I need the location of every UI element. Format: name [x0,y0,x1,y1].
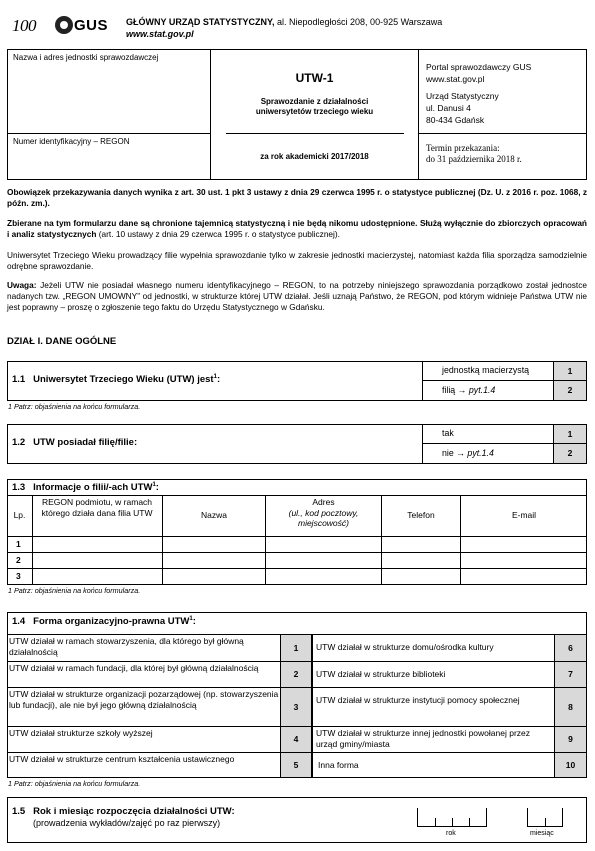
q13-footnote-ref: 1 [152,482,156,488]
q14-option-code[interactable]: 2 [280,662,312,687]
q14-option-label: Inna forma [318,760,359,770]
month-input[interactable] [527,808,563,827]
portal-name: Portal sprawozdawczy GUS [426,62,532,72]
divider [452,818,453,827]
col-adres [266,497,381,529]
q12-label: UTW posiadał filię/filie: [33,437,138,448]
office-line: 80-434 Gdańsk [426,115,485,125]
logo-circle-icon [55,16,73,34]
q14-footnote: 1 Patrz: objaśnienia na końcu formularza. [8,779,141,788]
office-line: ul. Danusi 4 [426,103,471,113]
q14-footnote-ref: 1 [189,616,193,622]
col-adres-hint: miejscowość) [297,518,349,528]
q14-option-label: UTW działał w strukturze innej jednostki powołanej przez urząd gminy/miasta [316,728,531,749]
q11-colon: : [216,374,221,386]
q14-option-label: UTW działał w strukturze domu/ośrodka kultury [316,642,494,652]
gus-logo [12,12,110,38]
divider [469,818,470,827]
col-telefon: Telefon [407,510,435,520]
divider [312,634,313,778]
q14-option-code[interactable]: 1 [280,635,312,661]
q15-sublabel: (prowadzenia wykładów/zajęć po raz pierwszy) [33,818,221,828]
q11-label: Uniwersytet Trzeciego Wieku (UTW) jest [33,374,214,386]
note-text: Jeżeli UTW nie posiadał własnego numeru identyfikacyjnego – REGON, to na potrzeby niniejszego sprawozdania porządkowo został jednostce nadanych tzw. „REGON UMOWNY” od jednostki, w strukturze której UTW działał. Jeśli uznają Państwo, że REGON, pod którym widnieje Państwa UTW nie jest poprawny – proszę o zgłoszenie tego faktu do Urzędu Statystycznego w Gdańsku. [7,280,587,312]
q12-question [12,437,137,448]
q14-option-label: UTW działał strukturze szkoły wyższej [9,728,153,738]
deadline-date: do 31 października 2018 r. [426,154,522,164]
divider [7,133,211,134]
divider [435,818,436,827]
branches-paragraph: Uniwersytet Trzeciego Wieku prowadzący filie wypełnia sprawozdanie tylko w zakresie jednostki macierzystej, natomiast każda filia sporządza samodzielnie odrębne sprawozdanie. [7,250,587,271]
q14-option-label: UTW działał w strukturze organizacji pozarządowej (np. stowarzyszenia lub fundacji), ale nie był jego główną działalnością [9,689,279,710]
logo-100-text: 100 [12,16,36,35]
q12-option-2-text: nie [442,448,457,458]
col-nazwa: Nazwa [201,510,227,520]
portal-info [426,61,531,85]
q11-goto: pyt.1.4 [466,385,496,395]
q14-number: 1.4 [12,616,26,628]
org-url[interactable]: www.stat.gov.pl [126,29,194,39]
q11-question [12,374,220,386]
q11-option-1-label: jednostką macierzystą [442,365,530,375]
q15-number: 1.5 [12,806,26,817]
office-line: Urząd Statystyczny [426,91,499,101]
col-adres-title: Adres [312,497,335,507]
table-row[interactable] [33,537,586,552]
q14-colon: : [192,616,196,628]
logo-gus-text: GUS [74,17,109,34]
col-adres-hint: (ul., kod pocztowy, [288,507,359,518]
org-name [126,17,442,28]
arrow-right-icon: → [456,448,465,458]
name-address-field[interactable] [9,64,209,130]
q11-number: 1.1 [12,374,26,386]
q13-colon: : [155,482,159,494]
form-title-line: Sprawozdanie z działalności [260,97,369,106]
q14-option-code[interactable]: 9 [554,727,586,752]
name-address-label: Nazwa i adres jednostki sprawozdawczej [13,53,159,62]
q15-label: Rok i miesiąc rozpoczęcia działalności UTW: [33,806,235,817]
q14-option-code[interactable]: 6 [554,635,586,661]
deadline-label: Termin przekazania: [426,143,500,153]
year-label: rok [446,830,456,837]
confidentiality-rest: (art. 10 ustawy z dnia 29 czerwca 1995 r. o statystyce publicznej). [96,228,340,239]
confidentiality-paragraph [7,218,587,240]
q14-option-code[interactable]: 4 [280,727,312,752]
form-title [211,97,418,116]
q12-option-1-code[interactable]: 1 [553,425,586,443]
portal-url[interactable]: www.stat.gov.pl [426,74,485,84]
divider [422,361,423,401]
col-lp: Lp. [13,510,26,520]
divider [545,818,546,827]
regon-label: Numer identyfikacyjny – REGON [13,137,130,146]
note-paragraph [7,280,587,312]
q11-footnote: 1 Patrz: objaśnienia na końcu formularza. [8,402,141,411]
note-label: Uwaga: [7,280,37,290]
divider [7,495,587,496]
legal-basis-paragraph: Obowiązek przekazywania danych wynika z art. 30 ust. 1 pkt 3 ustawy z dnia 29 czerwca 1995 r. o statystyce publicznej (Dz. U. z 2016 r. poz. 1068, z późn. zm.). [7,187,587,208]
month-label: miesiąc [530,830,554,837]
office-address [426,90,499,126]
row-number: 2 [16,555,21,565]
q14-option-code[interactable]: 7 [554,662,586,687]
q14-label: Forma organizacyjno-prawna UTW [33,616,190,628]
q13-number: 1.3 [12,482,26,494]
q11-option-2-label [442,385,495,396]
q14-option-label: UTW działał w ramach stowarzyszenia, dla którego był główną działalnością [9,636,244,657]
col-regon: REGON podmiotu, w ramach którego działa dana filia UTW [41,497,153,518]
q14-option-code[interactable]: 8 [554,688,586,726]
q11-option-2-text: filią [442,385,458,395]
col-email: E-mail [511,510,537,520]
q12-number: 1.2 [12,437,26,448]
q14-option-label: UTW działał w strukturze instytucji pomocy społecznej [316,695,520,705]
confidentiality-bold: Zbierane na tym formularzu dane są chronione tajemnicą statystyczną i nie będą nikomu udostępnione. Służą wyłącznie do zbiorczych opracowań i analiz statystycznych [7,218,587,239]
academic-year: za rok akademicki 2017/2018 [260,152,369,161]
row-number: 1 [16,539,21,549]
divider [226,133,404,134]
q13-label: Informacje o filii/-ach UTW [33,482,153,494]
q14-option-code[interactable]: 3 [280,688,312,726]
row-number: 3 [16,571,21,581]
form-code: UTW-1 [295,71,334,85]
q12-option-1-label: tak [442,428,454,438]
q12-option-2-code[interactable]: 2 [553,444,586,463]
divider [422,424,423,464]
q15-question [12,806,235,817]
q14-option-code[interactable]: 10 [554,753,586,777]
org-address: al. Niepodległości 208, 00-925 Warszawa [274,17,443,27]
q14-option-code[interactable]: 5 [280,753,312,777]
divider [418,133,587,134]
arrow-right-icon: → [457,385,467,395]
q11-option-2-code[interactable]: 2 [553,381,586,400]
deadline [426,143,522,165]
q14-option-label: UTW działał w strukturze centrum kształcenia ustawicznego [9,754,235,764]
table-row[interactable] [33,553,586,568]
table-row[interactable] [33,569,586,584]
org-name-bold: GŁÓWNY URZĄD STATYSTYCZNY, [126,17,275,27]
q13-question [12,482,159,494]
q11-footnote-ref: 1 [213,374,217,380]
q14-question [12,616,196,628]
q14-option-label: UTW działał w strukturze biblioteki [316,669,446,679]
regon-field[interactable] [9,148,209,178]
form-title-line: uniwersytetów trzeciego wieku [255,106,374,116]
q12-option-2-label [442,448,494,459]
q11-option-1-code[interactable]: 1 [553,362,586,380]
year-input[interactable] [417,808,487,827]
section-title: DZIAŁ I. DANE OGÓLNE [7,336,117,347]
q14-option-label: UTW działał w ramach fundacji, dla której był główną działalnością [9,663,259,673]
q12-goto: pyt.1.4 [464,448,494,458]
q13-footnote: 1 Patrz: objaśnienia na końcu formularza. [8,586,141,595]
